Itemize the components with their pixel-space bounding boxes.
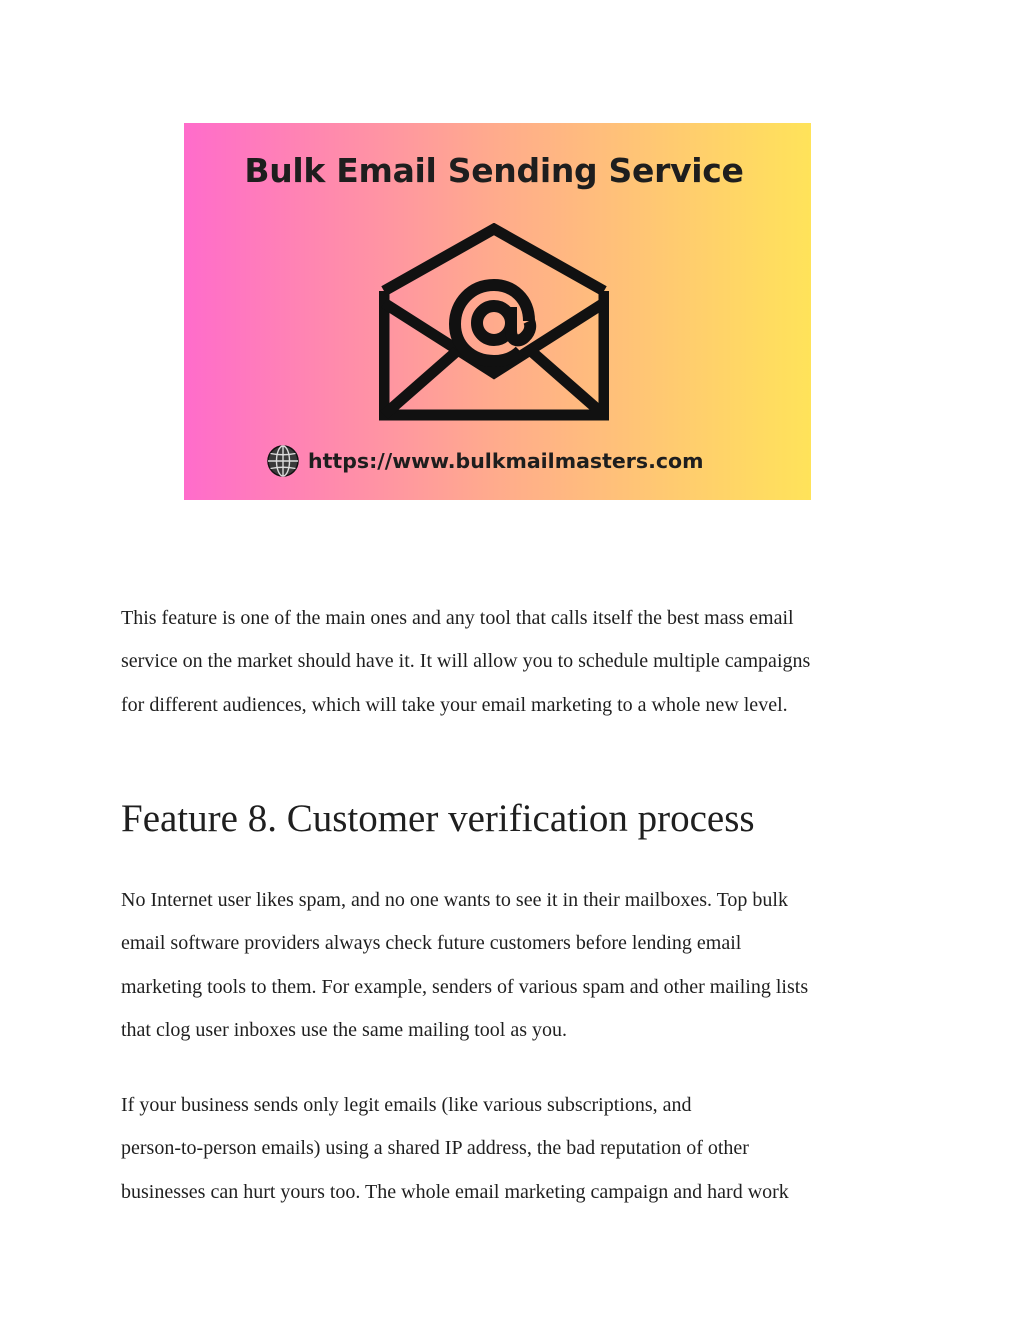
paragraph-line: person-to-person emails) using a shared IP address, the bad reputation of other — [121, 1137, 749, 1160]
paragraph-schedule-campaigns — [121, 604, 921, 734]
paragraph-line: marketing tools to them. For example, senders of various spam and other mailing lists — [121, 975, 809, 998]
banner-image — [184, 123, 811, 500]
paragraph-shared-ip — [121, 1091, 921, 1221]
paragraph-line: businesses can hurt yours too. The whole email marketing campaign and hard work — [121, 1180, 789, 1203]
paragraph-spam — [121, 886, 921, 1059]
banner-url: https://www.bulkmailmasters.com — [308, 449, 704, 473]
paragraph-line: service on the market should have it. It will allow you to schedule multiple campaigns — [121, 650, 811, 673]
envelope-at-icon — [379, 223, 609, 423]
paragraph-line: that clog user inboxes use the same mailing tool as you. — [121, 1018, 568, 1041]
paragraph-line: This feature is one of the main ones and any tool that calls itself the best mass email — [121, 607, 794, 629]
section-heading: Feature 8. Customer verification process — [121, 797, 755, 840]
banner-url-row — [266, 443, 704, 479]
paragraph-line: No Internet user likes spam, and no one wants to see it in their mailboxes. Top bulk — [121, 889, 788, 911]
banner-title: Bulk Email Sending Service — [244, 151, 744, 190]
paragraph-line: email software providers always check future customers before lending email — [121, 932, 742, 955]
paragraph-line: If your business sends only legit emails (like various subscriptions, and — [121, 1094, 692, 1116]
paragraph-line: for different audiences, which will take your email marketing to a whole new level. — [121, 693, 788, 716]
globe-icon — [266, 444, 300, 478]
